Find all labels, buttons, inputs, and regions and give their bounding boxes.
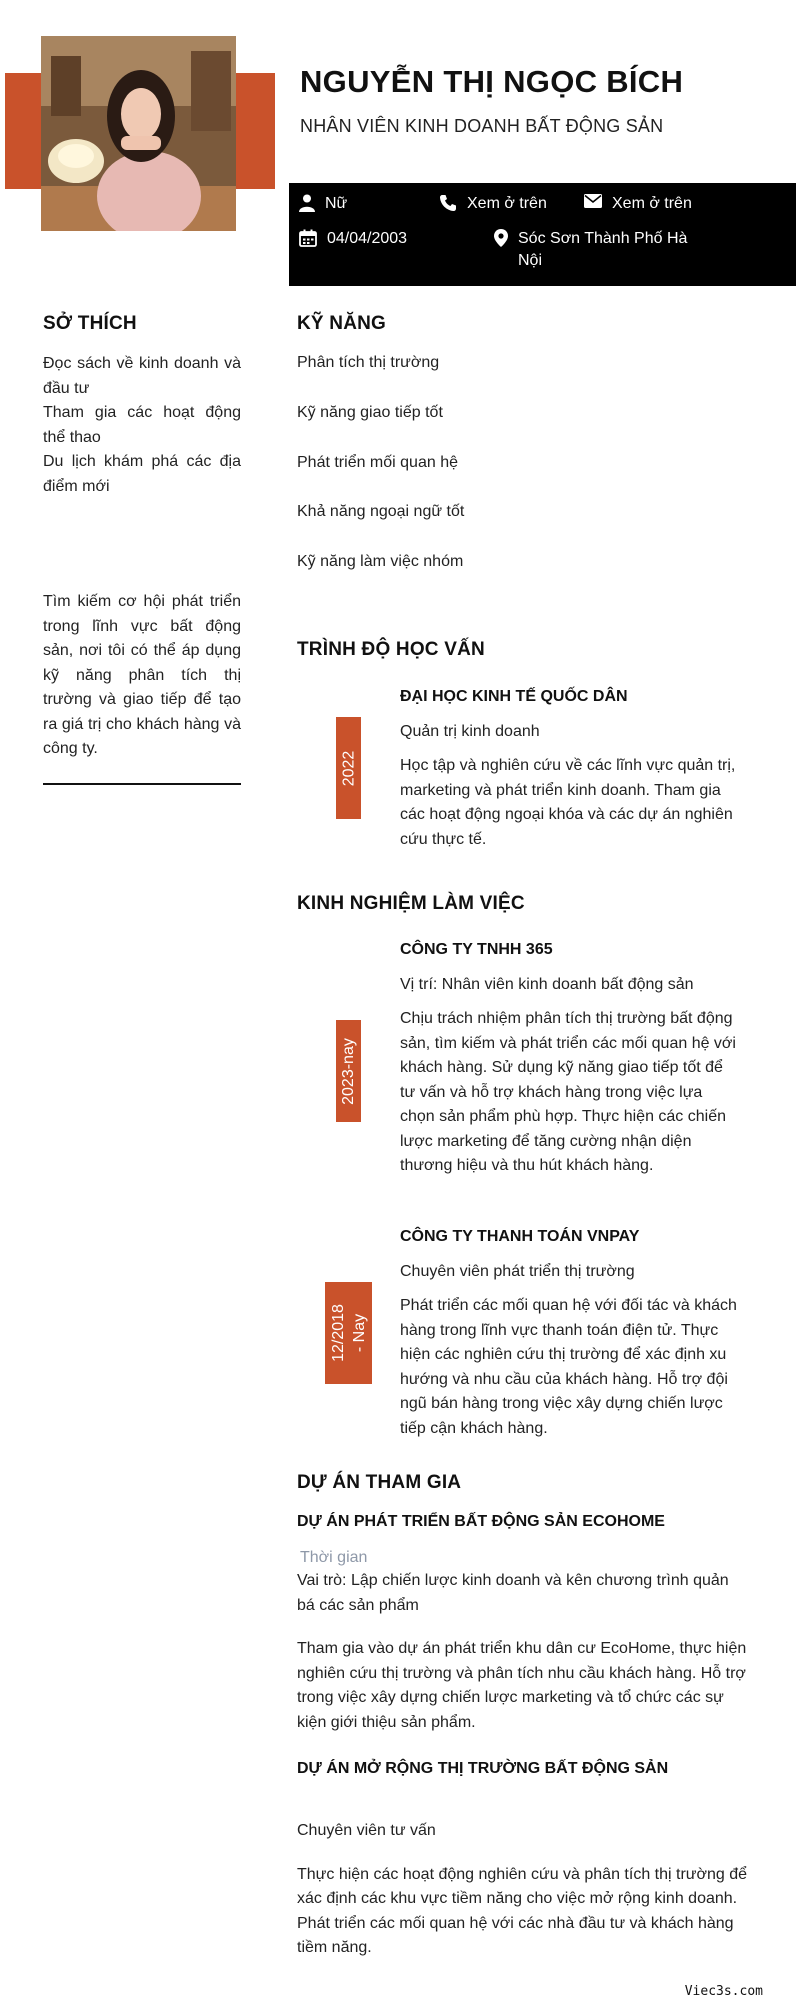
experience-company: CÔNG TY THANH TOÁN VNPAY — [400, 1228, 640, 1245]
project-description: Thực hiện các hoạt động nghiên cứu và phân tích thị trường để xác định các khu vực tiềm năng cho việc mở rộng kinh doanh. Phát triển các mối quan hệ với các nhà đầu tư và khách hàng tiềm năng. — [297, 1865, 748, 1956]
user-icon — [299, 194, 315, 212]
profile-photo — [41, 36, 236, 231]
project-description: Tham gia vào dự án phát triển khu dân cư EcoHome, thực hiện nghiên cứu thị trường và phân tích nhu cầu khách hàng. Hỗ trợ trong việc xây dựng chiến lược marketing và tổ chức các sự kiện giới thiệu sản phẩm. — [297, 1640, 747, 1731]
experience-position: Vị trí: Nhân viên kinh doanh bất động sản — [400, 976, 694, 993]
project-entry — [297, 1511, 747, 1735]
contact-address-text: Sóc Sơn Thành Phố Hà Nội — [518, 230, 688, 269]
site-watermark: Viec3s.com — [684, 1984, 763, 1999]
education-school: ĐẠI HỌC KINH TẾ QUỐC DÂN — [400, 688, 628, 705]
education-description: Học tập và nghiên cứu về các lĩnh vực quản trị, marketing và phát triển kinh doanh. Tham gia các hoạt động ngoại khóa và các dự án nghiên cứu thực tế. — [400, 757, 736, 848]
experience-company: CÔNG TY TNHH 365 — [400, 941, 553, 958]
experience-description: Chịu trách nhiệm phân tích thị trường bất động sản, tìm kiếm và phát triển các mối quan hệ với khách hàng. Sử dụng kỹ năng giao tiếp tốt để tư vấn và hỗ trợ khách hàng trong việc lựa chọn sản phẩm phù hợp. Thực hiện các chiến lược marketing để tăng cường nhận diện thương hiệu và thu hút khách hàng. — [400, 1010, 736, 1174]
experience-description: Phát triển các mối quan hệ với đối tác và khách hàng trong lĩnh vực thanh toán điện tử. Thực hiện các nghiên cứu thị trường để xác định xu hướng và nhu cầu của khách hàng. Hỗ trợ đội ngũ bán hàng trong việc xây dựng chiến lược tiếp cận khách hàng. — [400, 1297, 737, 1437]
contact-gender — [299, 193, 347, 215]
skills-title: KỸ NĂNG — [297, 313, 387, 334]
section-divider — [43, 783, 241, 785]
experience-period: 2023-nay — [340, 1037, 357, 1105]
contact-email — [584, 193, 692, 215]
contact-phone — [439, 193, 547, 215]
project-time: Thời gian — [300, 1549, 368, 1566]
hobby-item: Đọc sách về kinh doanh và đầu tư — [43, 355, 241, 397]
contact-gender-text: Nữ — [325, 195, 348, 212]
contact-birthday-text: 04/04/2003 — [327, 230, 408, 247]
contact-birthday — [299, 228, 407, 250]
experience-title: KINH NGHIỆM LÀM VIỆC — [297, 893, 525, 914]
contact-email-text: Xem ở trên — [612, 195, 692, 212]
contact-bar — [289, 183, 796, 286]
experience-period-label — [325, 1282, 372, 1384]
project-name: DỰ ÁN MỞ RỘNG THỊ TRƯỜNG BẤT ĐỘNG SẢN — [297, 1760, 669, 1777]
calendar-icon — [299, 229, 317, 247]
skill-item: Phân tích thị trường — [297, 354, 440, 371]
experience-period-label — [336, 1020, 361, 1122]
education-year-label — [336, 717, 361, 819]
hobby-item: Du lịch khám phá các địa điểm mới — [43, 453, 241, 495]
hobbies-title: SỞ THÍCH — [43, 313, 137, 334]
skill-item: Kỹ năng giao tiếp tốt — [297, 404, 443, 421]
education-major: Quản trị kinh doanh — [400, 723, 540, 740]
hobbies-list — [43, 352, 241, 499]
contact-phone-text: Xem ở trên — [467, 195, 547, 212]
profile-photo-illustration — [41, 36, 236, 231]
experience-period: 12/2018 - Nay — [329, 1304, 368, 1362]
hobby-item: Tham gia các hoạt động thể thao — [43, 404, 241, 446]
experience-entry — [400, 1226, 740, 1441]
phone-icon — [439, 194, 457, 212]
contact-address — [494, 228, 714, 272]
career-objective: Tìm kiếm cơ hội phát triển trong lĩnh vực bất động sản, nơi tôi có thể áp dụng kỹ năng phân tích thị trường và giao tiếp để tạo ra giá trị cho khách hàng và công ty. — [43, 593, 241, 757]
project-role: Chuyên viên tư vấn — [297, 1822, 436, 1839]
skill-item: Phát triển mối quan hệ — [297, 454, 458, 471]
envelope-icon — [584, 194, 602, 208]
project-role: Vai trò: Lập chiến lược kinh doanh và kên chương trình quản bá các sản phẩm — [297, 1572, 729, 1614]
education-year: 2022 — [340, 750, 357, 786]
location-pin-icon — [494, 229, 508, 247]
projects-title: DỰ ÁN THAM GIA — [297, 1472, 462, 1493]
education-entry — [400, 686, 740, 852]
project-name: DỰ ÁN PHÁT TRIỂN BẤT ĐỘNG SẢN ECOHOME — [297, 1513, 665, 1530]
skill-item: Khả năng ngoại ngữ tốt — [297, 503, 465, 520]
experience-position: Chuyên viên phát triển thị trường — [400, 1263, 635, 1280]
candidate-name: NGUYỄN THỊ NGỌC BÍCH — [300, 64, 684, 99]
education-title: TRÌNH ĐỘ HỌC VẤN — [297, 639, 485, 660]
project-entry — [297, 1758, 747, 1961]
skill-item: Kỹ năng làm việc nhóm — [297, 553, 464, 570]
candidate-job-title: NHÂN VIÊN KINH DOANH BẤT ĐỘNG SẢN — [300, 116, 664, 136]
experience-entry — [400, 939, 740, 1179]
